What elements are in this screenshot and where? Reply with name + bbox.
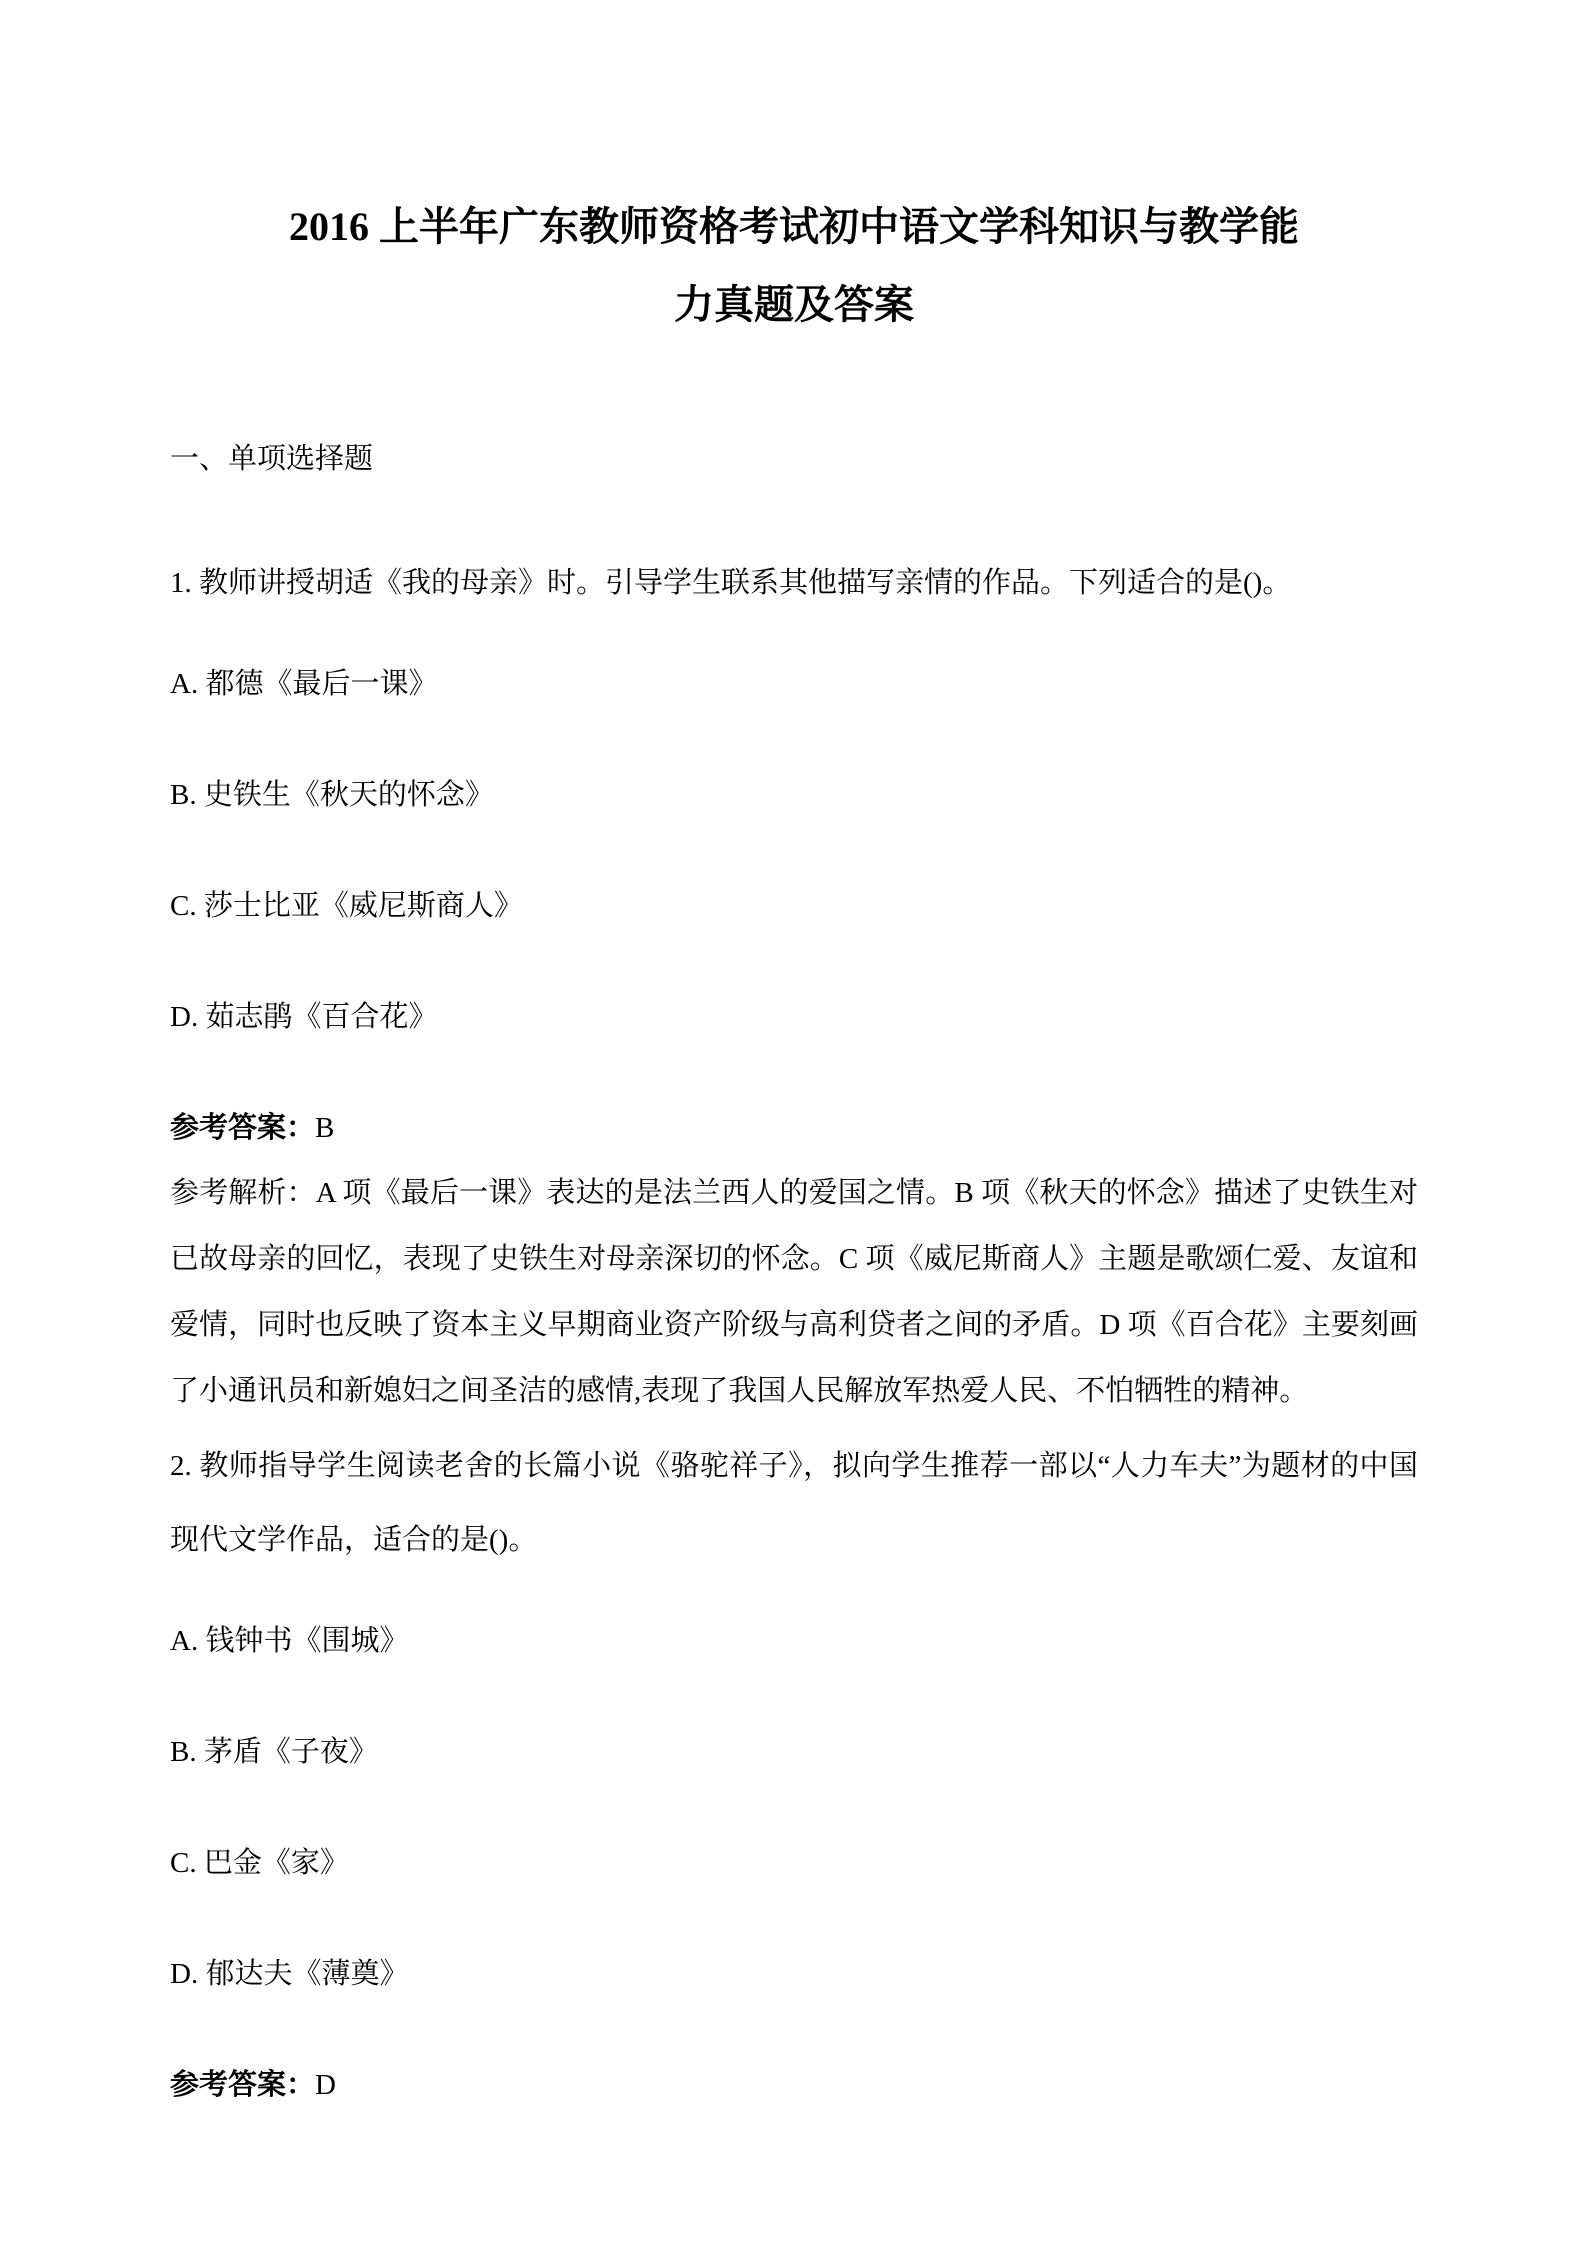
question-1-answer-value: B	[315, 1111, 335, 1144]
question-1	[170, 547, 1418, 1424]
question-2-answer-label: 参考答案：	[170, 2069, 316, 2102]
question-2-answer-line	[170, 2062, 1418, 2103]
question-1-option-a: A. 都德《最后一课》	[170, 667, 438, 700]
question-2-option-b: B. 茅盾《子夜》	[170, 1736, 378, 1769]
question-2-answer-value: D	[315, 2069, 336, 2102]
question-2-stem: 2. 教师指导学生阅读老舍的长篇小说《骆驼祥子》，拟向学生推荐一部以“人力车夫”为题材的中国现代文学作品，适合的是()。	[170, 1450, 1418, 1557]
section-heading: 一、单项选择题	[170, 443, 374, 475]
title-line-1: 2016 上半年广东教师资格考试初中语文学科知识与教学能	[289, 204, 1299, 249]
question-1-option-c: C. 莎士比亚《威尼斯商人》	[170, 889, 523, 922]
question-2	[170, 1430, 1418, 2103]
question-2-option-a: A. 钱钟书《围城》	[170, 1625, 409, 1658]
title-line-2: 力真题及答案	[674, 282, 914, 327]
question-1-option-d: D. 茹志鹃《百合花》	[170, 1000, 438, 1033]
question-1-analysis-label: 参考解析：	[170, 1176, 316, 1209]
question-1-answer-line	[170, 1105, 1418, 1146]
document-title	[190, 188, 1398, 344]
question-1-analysis	[170, 1160, 1418, 1424]
question-1-stem: 1. 教师讲授胡适《我的母亲》时。引导学生联系其他描写亲情的作品。下列适合的是()。	[170, 567, 1292, 599]
question-2-option-c: C. 巴金《家》	[170, 1847, 349, 1880]
question-1-analysis-text: A 项《最后一课》表达的是法兰西人的爱国之情。B 项《秋天的怀念》描述了史铁生对已故母亲的回忆，表现了史铁生对母亲深切的怀念。C 项《威尼斯商人》主题是歌颂仁爱、友谊和爱情，同时也反映了资本主义早期商业资产阶级与高利贷者之间的矛盾。D 项《百合花》主要刻画了小通讯员和新媳妇之间圣洁的感情,表现了我国人民解放军热爱人民、不怕牺牲的精神。	[170, 1176, 1418, 1408]
question-1-answer-label: 参考答案：	[170, 1111, 316, 1144]
question-2-option-d: D. 郁达夫《薄奠》	[170, 1958, 409, 1991]
question-1-option-b: B. 史铁生《秋天的怀念》	[170, 778, 494, 811]
